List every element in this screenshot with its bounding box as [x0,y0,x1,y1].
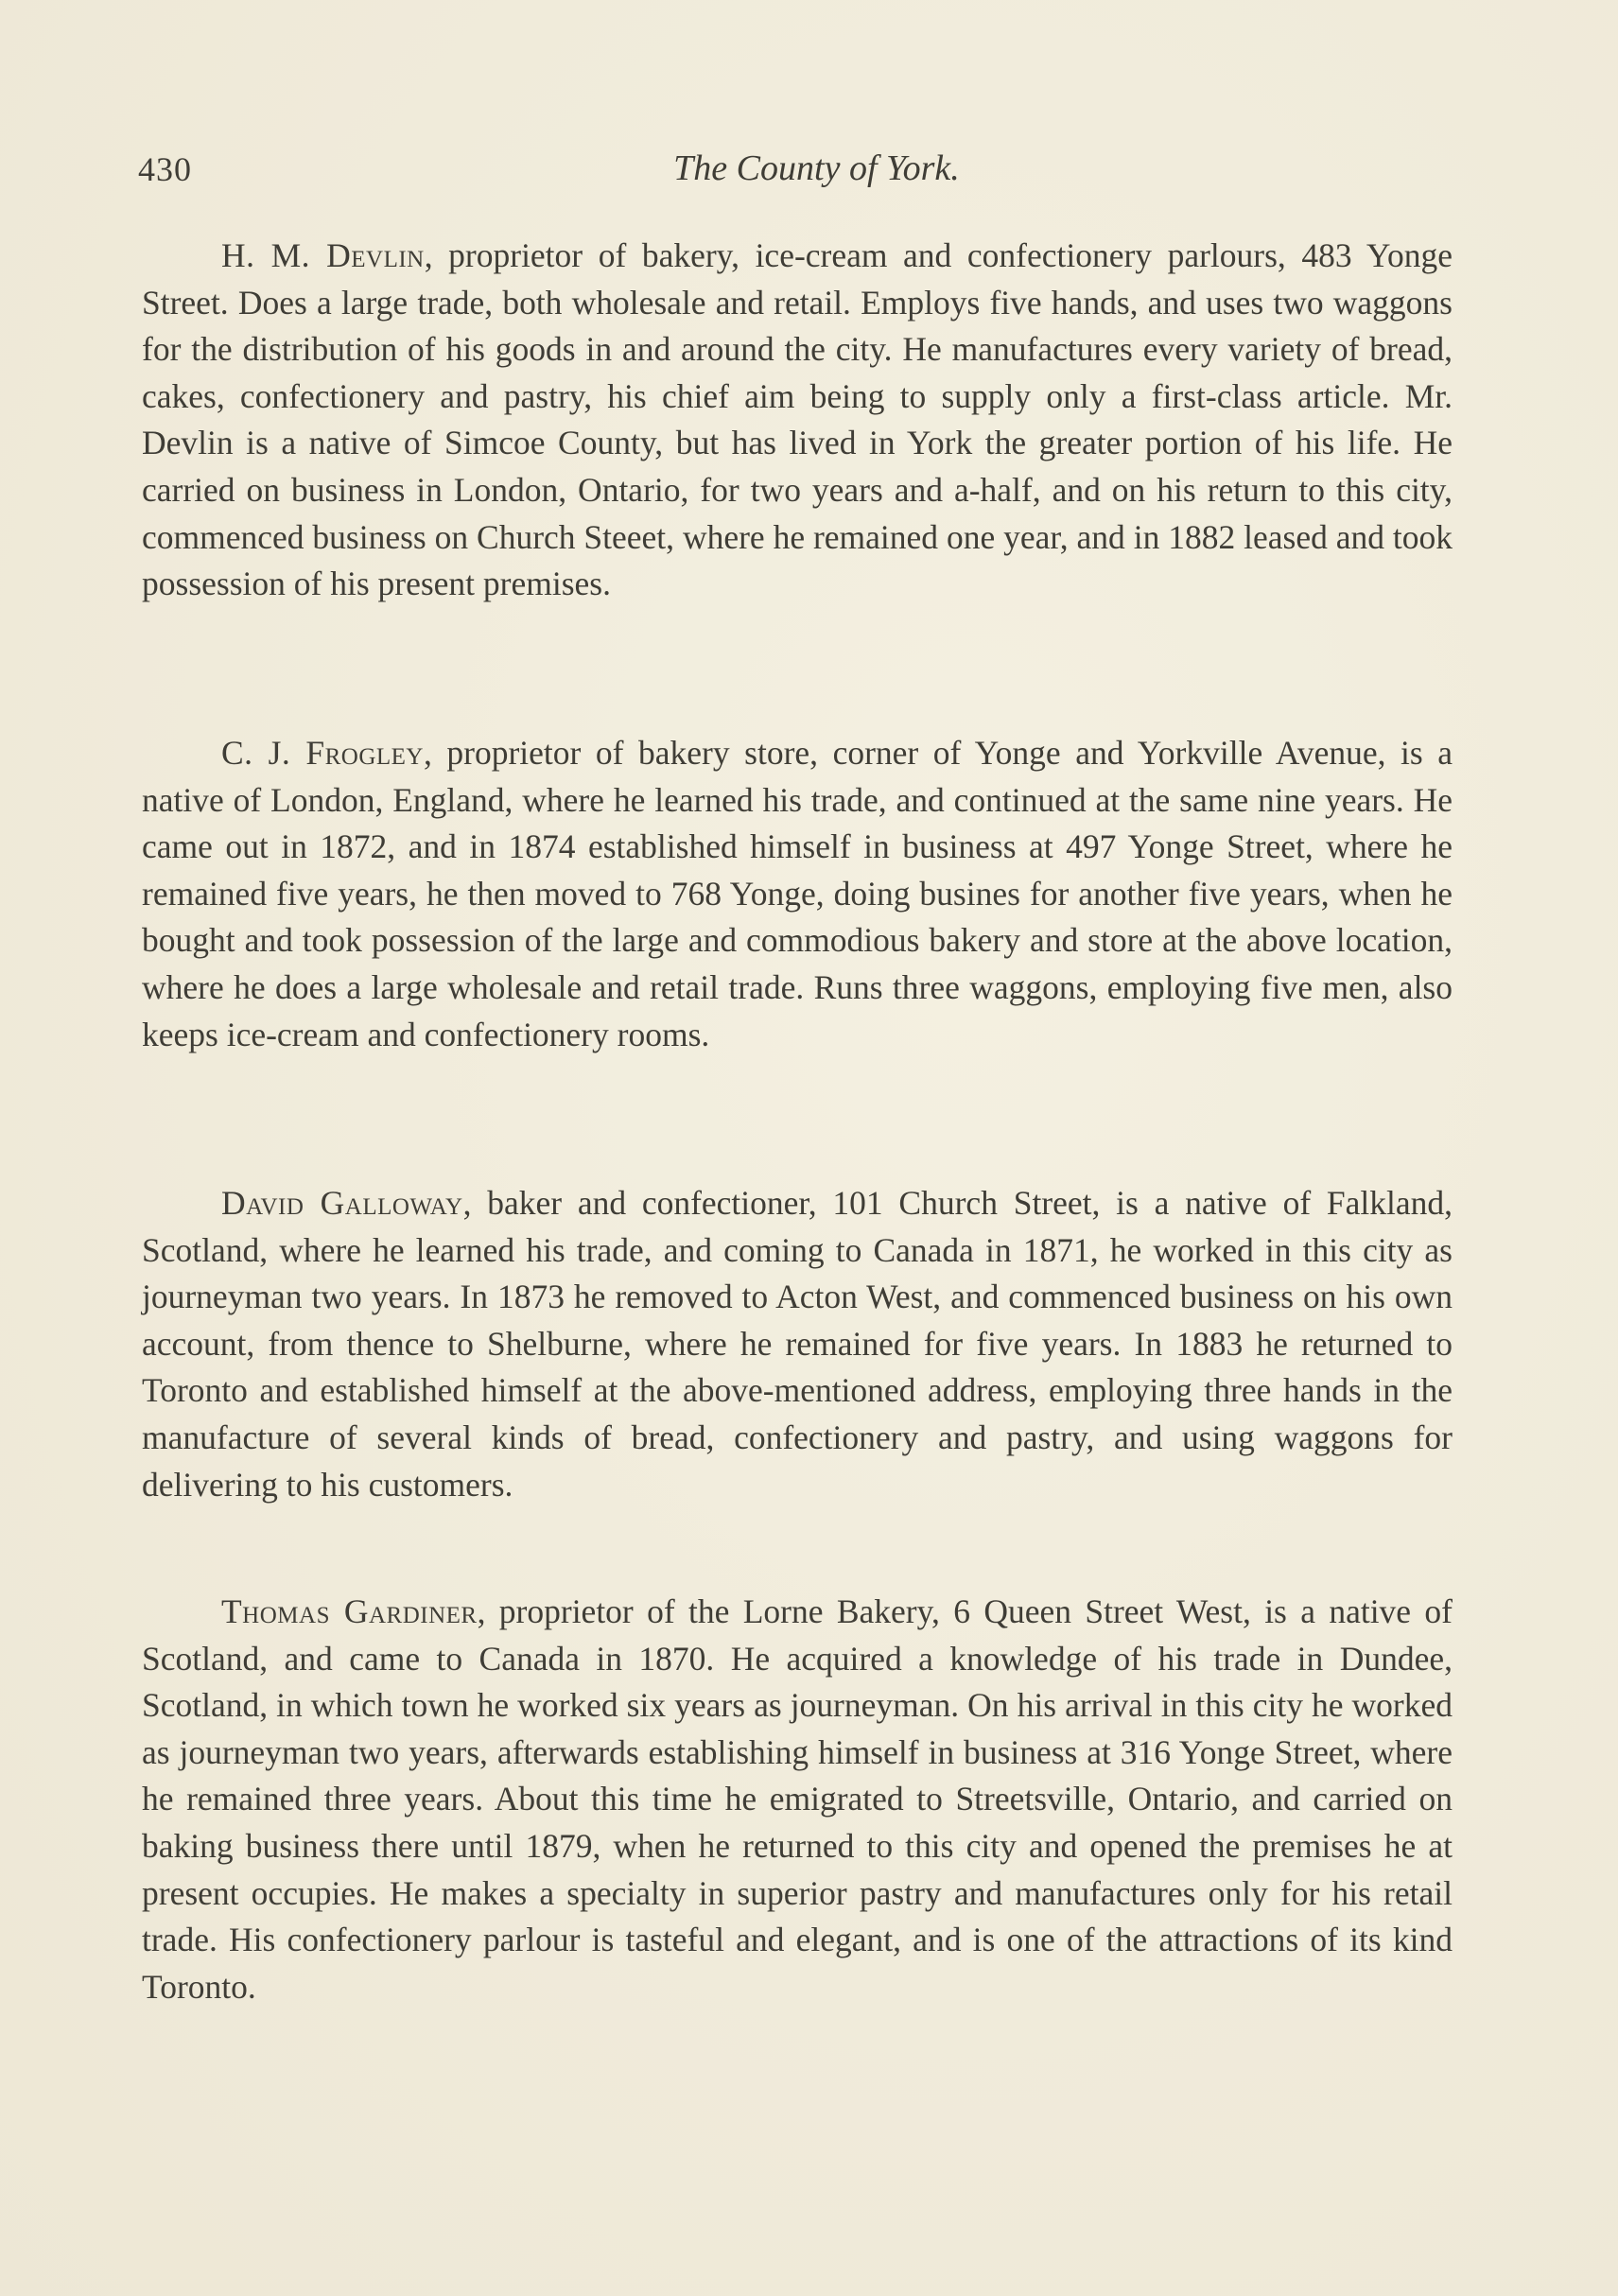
entry-text: , proprietor of the Lorne Bakery, 6 Queen Street West, is a native of Scotland, and came to Canada in 1870. He acquired a knowledge of his trade in Dundee, Scotland, in which town he worked six years as journeyman. On his arrival in this city he worked as journeyman two years, afterwards establishing himself in business at 316 Yonge Street, where he remained three years. About this time he emigrated to Streetsville, Ontario, and carried on baking business there until 1879, when he returned to this city and opened the premises he at present occupies. He makes a specialty in superior pastry and manufactures only for his retail trade. His confectionery parlour is tasteful and elegant, and is one of the attractions of its kind Toronto. [142,1592,1453,2006]
entry-paragraph [142,233,1453,608]
entry-text: , proprietor of bakery, ice-cream and confectionery parlours, 483 Yonge Street. Does a large trade, both wholesale and retail. Employs five hands, and uses two waggons for the distribution of his goods in and around the city. He manufactures every variety of bread, cakes, confectionery and pastry, his chief aim being to supply only a first-class article. Mr. Devlin is a native of Simcoe County, but has lived in York the greater portion of his life. He carried on business in London, Ontario, for two years and a-half, and on his return to this city, commenced business on Church Steeet, where he remained one year, and in 1882 leased and took possession of his present premises. [142,236,1453,603]
page-number: 430 [138,150,192,188]
entry-name: C. J. Frogley [221,734,424,772]
entry-paragraph [142,1180,1453,1508]
entry-name: H. M. Devlin [221,236,425,274]
entry-paragraph [142,730,1453,1058]
entry-name: Thomas Gardiner [221,1592,478,1630]
entry-text: , baker and confectioner, 101 Church Street, is a native of Falkland, Scotland, where he learned his trade, and coming to Canada in 1871, he worked in this city as journeyman two years. In 1873 he removed to Acton West, and commenced business on his own account, from thence to Shelburne, where he remained for five years. In 1883 he returned to Toronto and established himself at the above-mentioned address, employing three hands in the manufacture of several kinds of bread, confectionery and pastry, and using waggons for delivering to his customers. [142,1184,1453,1504]
running-title: The County of York. [673,148,960,188]
entry-paragraph [142,1589,1453,2010]
page-header [138,142,1457,199]
entry-name: David Galloway [221,1184,463,1222]
entry-text: , proprietor of bakery store, corner of Yonge and Yorkville Avenue, is a native of London, England, where he learned his trade, and continued at the same nine years. He came out in 1872, and in 1874 established himself in business at 497 Yonge Street, where he remained five years, he then moved to 768 Yonge, doing busines for another five years, when he bought and took possession of the large and commodious bakery and store at the above location, where he does a large wholesale and retail trade. Runs three waggons, employing five men, also keeps ice-cream and confectionery rooms. [142,734,1453,1053]
